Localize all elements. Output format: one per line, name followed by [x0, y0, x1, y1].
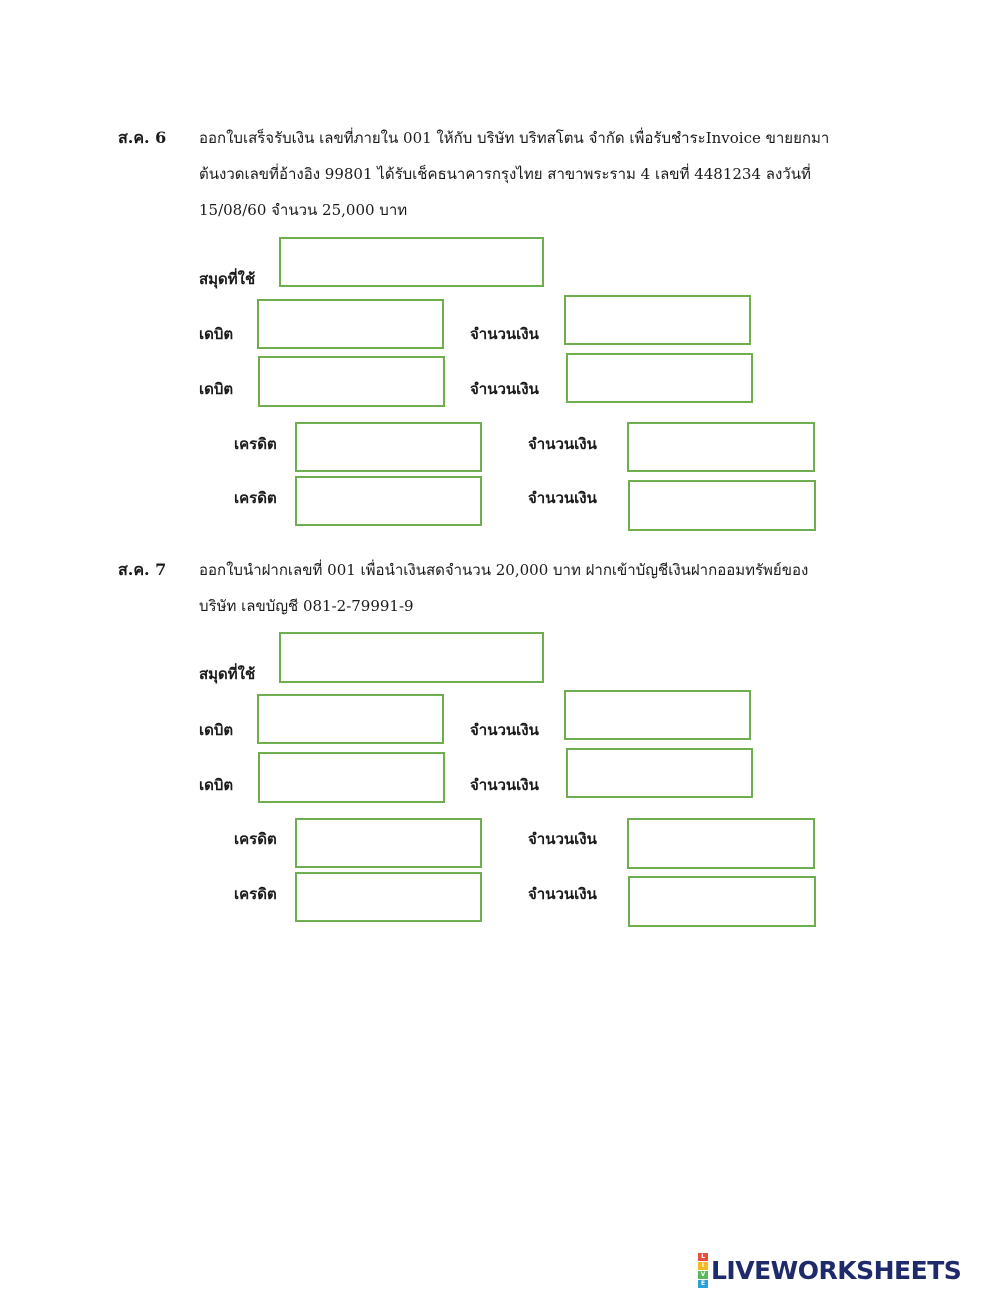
q7-credit-amount-input-1[interactable] — [627, 818, 815, 869]
liveworksheets-wordmark: LIVEWORKSHEETS — [711, 1256, 962, 1285]
q6-debit-input-1[interactable] — [257, 299, 444, 349]
q7-credit-input-2[interactable] — [295, 872, 482, 922]
q7-debit-label-2: เดบิต — [199, 776, 234, 794]
q7-debit-label-1: เดบิต — [199, 721, 234, 739]
q6-credit-input-2[interactable] — [295, 476, 482, 526]
q6-amount-label-4: จำนวนเงิน — [528, 489, 597, 507]
logo-cube-e: E — [698, 1280, 708, 1288]
q6-debit-amount-input-1[interactable] — [564, 295, 751, 345]
q7-book-input[interactable] — [279, 632, 544, 683]
q6-debit-label-1: เดบิต — [199, 325, 234, 343]
logo-cube-i: I — [698, 1262, 708, 1270]
q6-debit-label-2: เดบิต — [199, 380, 234, 398]
q7-credit-label-2: เครดิต — [234, 885, 277, 903]
q6-credit-amount-input-2[interactable] — [628, 480, 816, 531]
q6-credit-label-2: เครดิต — [234, 489, 277, 507]
q7-book-label: สมุดที่ใช้ — [199, 665, 256, 683]
q7-amount-label-1: จำนวนเงิน — [470, 721, 539, 739]
q6-debit-input-2[interactable] — [258, 356, 445, 407]
q6-text-line-2: ต้นงวดเลขที่อ้างอิง 99801 ได้รับเช็คธนาคารกรุงไทย สาขาพระราม 4 เลขที่ 4481234 ลงวันที่ — [199, 165, 811, 183]
q6-credit-input-1[interactable] — [295, 422, 482, 472]
q7-debit-amount-input-2[interactable] — [566, 748, 753, 798]
q7-credit-label-1: เครดิต — [234, 830, 277, 848]
q7-number: ส.ค. 7 — [118, 560, 167, 579]
q7-credit-input-1[interactable] — [295, 818, 482, 868]
q6-amount-label-3: จำนวนเงิน — [528, 435, 597, 453]
logo-cube-l: L — [698, 1253, 708, 1261]
logo-cubes-icon — [698, 1253, 708, 1288]
q6-text-line-3: 15/08/60 จำนวน 25,000 บาท — [199, 201, 408, 219]
q7-debit-amount-input-1[interactable] — [564, 690, 751, 740]
q6-book-label: สมุดที่ใช้ — [199, 270, 256, 288]
q6-amount-label-2: จำนวนเงิน — [470, 380, 539, 398]
q7-debit-input-2[interactable] — [258, 752, 445, 803]
logo-cube-v: V — [698, 1271, 708, 1279]
q6-book-input[interactable] — [279, 237, 544, 287]
q6-number: ส.ค. 6 — [118, 128, 167, 147]
q7-debit-input-1[interactable] — [257, 694, 444, 744]
q7-credit-amount-input-2[interactable] — [628, 876, 816, 927]
q7-text-line-2: บริษัท เลขบัญชี 081-2-79991-9 — [199, 597, 414, 615]
q7-amount-label-4: จำนวนเงิน — [528, 885, 597, 903]
q6-text-line-1: ออกใบเสร็จรับเงิน เลขที่ภายใน 001 ให้กับ บริษัท บริทสโตน จำกัด เพื่อรับชำระInvoice ขายยกมา — [199, 129, 830, 147]
liveworksheets-logo — [698, 1253, 961, 1288]
q6-debit-amount-input-2[interactable] — [566, 353, 753, 403]
q6-credit-amount-input-1[interactable] — [627, 422, 815, 472]
q6-credit-label-1: เครดิต — [234, 435, 277, 453]
q6-amount-label-1: จำนวนเงิน — [470, 325, 539, 343]
q7-text-line-1: ออกใบนำฝากเลขที่ 001 เพื่อนำเงินสดจำนวน 20,000 บาท ฝากเข้าบัญชีเงินฝากออมทรัพย์ของ — [199, 561, 809, 579]
q7-amount-label-2: จำนวนเงิน — [470, 776, 539, 794]
q7-amount-label-3: จำนวนเงิน — [528, 830, 597, 848]
